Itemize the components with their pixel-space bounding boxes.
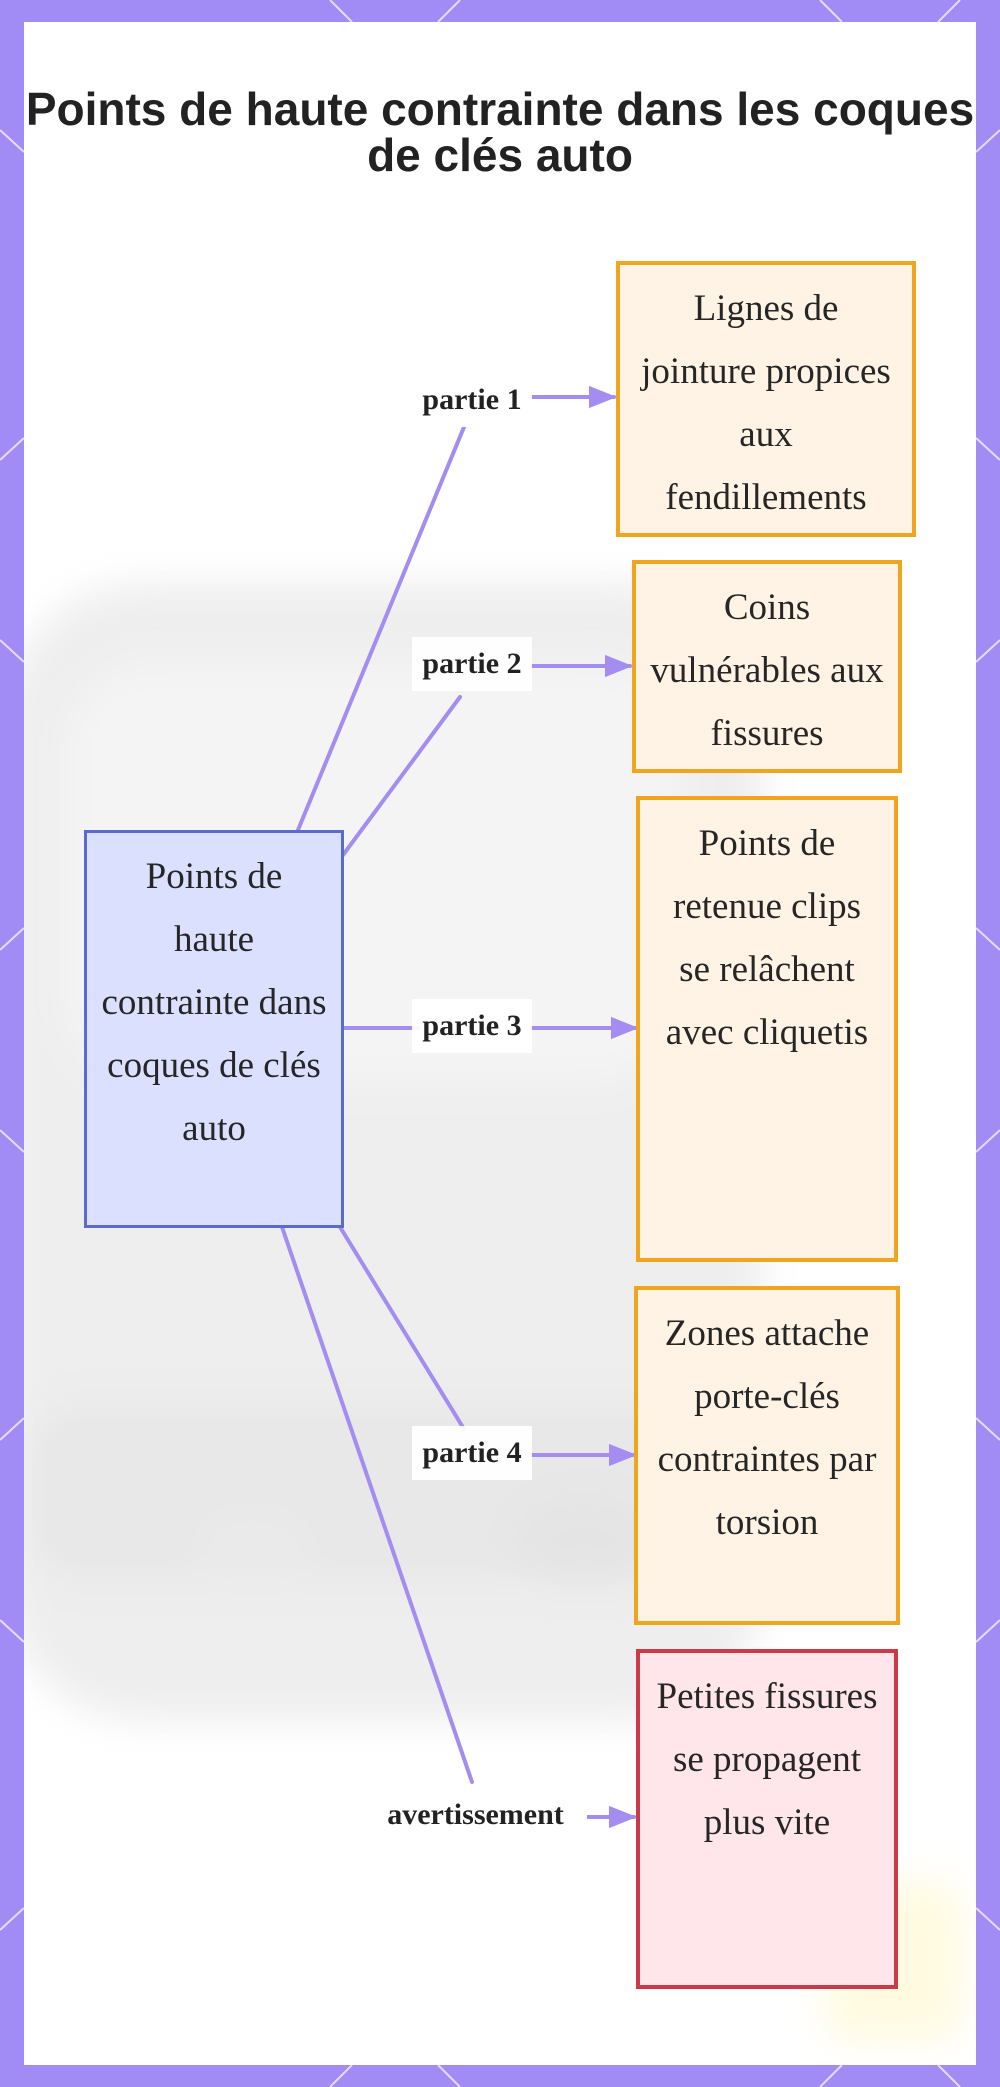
effect-node-text: Coins vulnérables aux fissures [650,587,884,754]
branch-label-avertissement: avertissement [364,1788,587,1842]
effect-node-text: Zones attache porte-clés contraintes par torsion [657,1313,877,1543]
effect-node-partie-2 [632,560,902,773]
central-node [84,830,344,1228]
effect-node-partie-1 [616,261,916,537]
effect-node-text: Lignes de jointure propices aux fendillements [641,288,891,518]
branch-label-partie-3: partie 3 [412,999,532,1053]
connector-partie-2 [343,697,460,855]
connector-partie-4 [340,1227,464,1429]
effect-node-text: Points de retenue clips se relâchent avec cliquetis [665,823,869,1053]
central-node-text: Points de haute contrainte dans coques de clés auto [101,856,327,1149]
effect-node-partie-3 [636,796,898,1262]
diagram-panel [24,22,976,2065]
branch-label-partie-4: partie 4 [412,1426,532,1480]
connector-avertissement [282,1227,472,1782]
branch-label-partie-1: partie 1 [412,373,532,427]
connector-partie-1 [298,427,464,830]
warning-node-text: Petites fissures se propagent plus vite [656,1676,878,1843]
branch-label-partie-2: partie 2 [412,637,532,691]
diagram-title: Points de haute contrainte dans les coques de clés auto [25,83,975,181]
warning-node-avertissement [636,1649,898,1989]
effect-node-partie-4 [634,1286,900,1625]
